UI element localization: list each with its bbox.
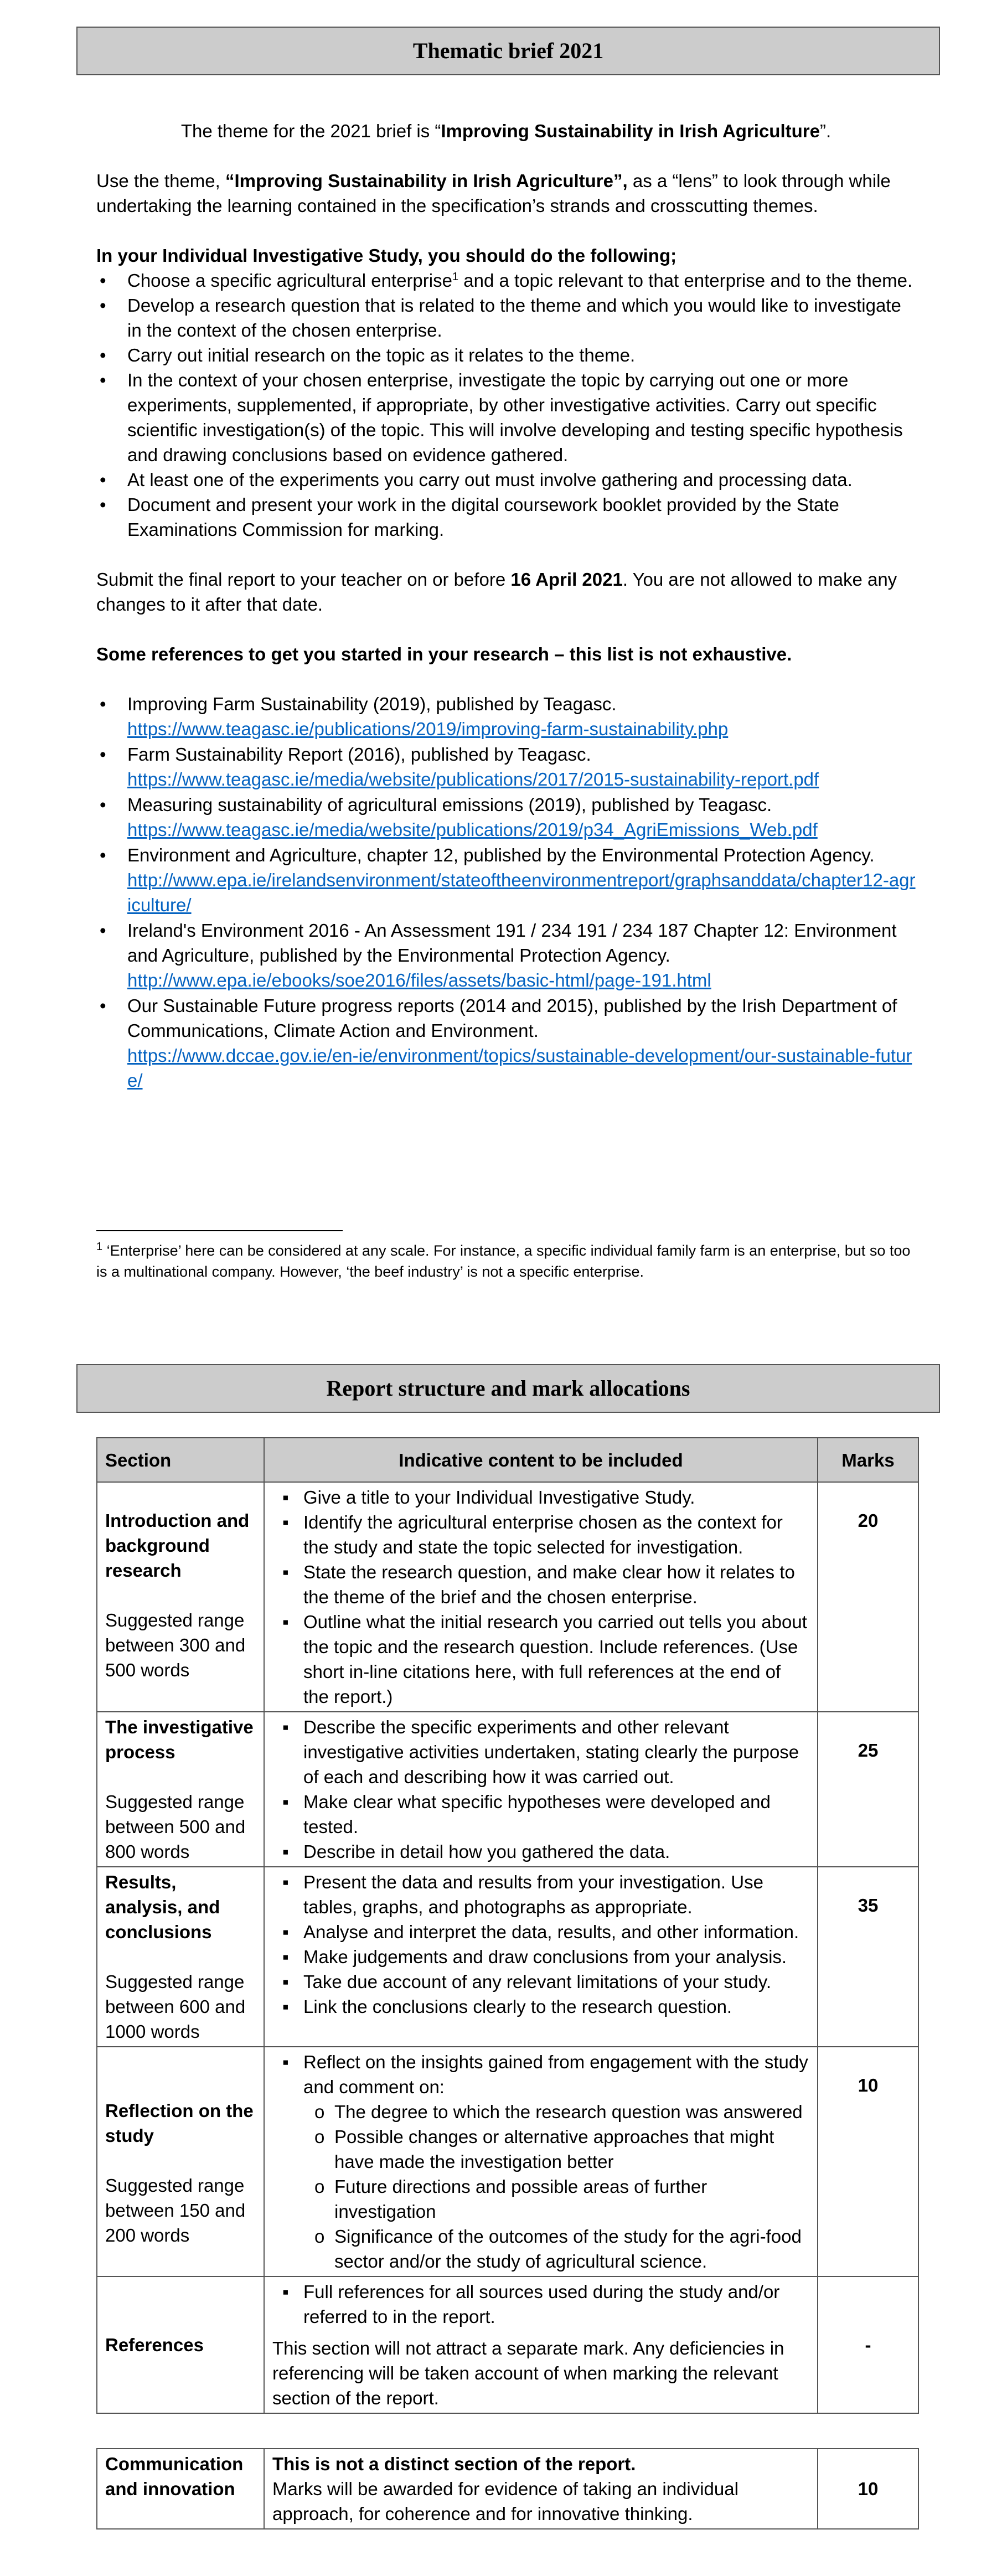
content-item: ▪ Take due account of any relevant limitations of your study. <box>272 1969 809 1994</box>
content-cell <box>264 1867 818 2047</box>
header-content: Indicative content to be included <box>264 1438 818 1482</box>
instruction-item: • Carry out initial research on the topic as it relates to the theme. <box>96 343 916 368</box>
reference-link[interactable]: https://www.teagasc.ie/media/website/publications/2017/2015-sustainability-report.pdf <box>127 769 819 789</box>
submission-note: Submit the final report to your teacher on or before 16 April 2021. You are not allowed to make any changes to it after that date. <box>96 569 897 615</box>
content-cell <box>264 2276 818 2413</box>
content-item: ▪ Describe the specific experiments and other relevant investigative activities undertaken, stating clearly the purpose of each and describing how it was carried out. <box>272 1715 809 1789</box>
reference-link[interactable]: https://www.teagasc.ie/media/website/publications/2019/p34_AgriEmissions_Web.pdf <box>127 819 818 840</box>
sub-item: o The degree to which the research question was answered <box>303 2099 809 2124</box>
references-note: This section will not attract a separate mark. Any deficiencies in referencing will be taken account of when marking the relevant section of the report. <box>272 2338 784 2408</box>
content-cell: This is not a distinct section of the report. Marks will be awarded for evidence of taking an individual approach, for coherence and for innovative thinking. <box>264 2449 818 2529</box>
instruction-item: • In the context of your chosen enterprise, investigate the topic by carrying out one or more experiments, supplemented, if appropriate, by other investigative activities. Carry out specific scientific investigation(s) of the topic. This will involve developing and testing specific hypothesis and drawing conclusions based on evidence gathered. <box>96 368 916 467</box>
table-header-row <box>97 1438 918 1482</box>
marks-cell: 10 <box>818 2449 918 2529</box>
instruction-item: • Choose a specific agricultural enterprise$^1$ and a topic relevant to that enterprise and to the theme. <box>96 268 916 293</box>
reference-item: • Ireland's Environment 2016 - An Assessment 191 / 234 191 / 234 187 Chapter 12: Environment and Agriculture, published by the Environmental Protection Agency. http://www.epa.ie/ebooks/soe2016/files/assets/basic-html/page-191.html <box>96 918 916 993</box>
reference-item: • Our Sustainable Future progress reports (2014 and 2015), published by the Irish Department of Communications, Climate Action and Environment. https://www.dccae.gov.ie/en-ie/environment/topics/sustainable-development/our-sustainable-future/ <box>96 993 916 1093</box>
section-cell: Introduction and background research Suggested range between 300 and 500 words <box>97 1482 264 1712</box>
reference-item: • Farm Sustainability Report (2016), published by Teagasc. https://www.teagasc.ie/media/website/publications/2017/2015-sustainability-report.pdf <box>96 742 916 792</box>
content-cell <box>264 2047 818 2276</box>
content-item: ▪ Make clear what specific hypotheses were developed and tested. <box>272 1789 809 1839</box>
marks-cell: 25 <box>818 1712 918 1867</box>
instruction-item: • Develop a research question that is related to the theme and which you would like to investigate in the context of the chosen enterprise. <box>96 293 916 343</box>
section-cell: Results, analysis, and conclusions Suggested range between 600 and 1000 words <box>97 1867 264 2047</box>
content-cell <box>264 1712 818 1867</box>
reference-link[interactable]: http://www.epa.ie/irelandsenvironment/stateoftheenvironmentreport/graphsanddata/chapter12-agriculture/ <box>127 870 916 915</box>
communication-table <box>96 2448 919 2529</box>
table-row <box>97 2047 918 2276</box>
section-cell: References <box>97 2276 264 2413</box>
content-item: ▪ Identify the agricultural enterprise chosen as the context for the study and state the topic selected for investigation. <box>272 1510 809 1560</box>
content-item: ▪ Outline what the initial research you carried out tells you about the topic and the research question. Include references. (Use short in-line citations here, with full references at the end of the report.) <box>272 1609 809 1709</box>
footnote: $^1$ ‘Enterprise’ here can be considered at any scale. For instance, a specific individual family farm is an enterprise, but so too is a multinational company. However, ‘the beef industry’ is not a specific enterprise. <box>96 1241 911 1280</box>
header-section: Section <box>97 1438 264 1482</box>
table-row <box>97 1867 918 2047</box>
content-item: ▪ Present the data and results from your investigation. Use tables, graphs, and photographs as appropriate. <box>272 1870 809 1919</box>
reference-item: • Measuring sustainability of agricultural emissions (2019), published by Teagasc. https://www.teagasc.ie/media/website/publications/2019/p34_AgriEmissions_Web.pdf <box>96 792 916 842</box>
marks-cell: 20 <box>818 1482 918 1712</box>
footnote-mark: 1 <box>452 271 459 283</box>
submission-date: 16 April 2021 <box>510 569 623 590</box>
section-cell: Communication and innovation <box>97 2449 264 2529</box>
references-list <box>96 691 916 1093</box>
theme-intro: The theme for the 2021 brief is “Improving Sustainability in Irish Agriculture”. <box>180 121 832 141</box>
content-cell <box>264 1482 818 1712</box>
table-row <box>97 1482 918 1712</box>
theme-usage: Use the theme, “Improving Sustainability in Irish Agriculture”, as a “lens” to look through while undertaking the learning contained in the specification’s strands and crosscutting themes. <box>96 171 891 216</box>
reference-link[interactable]: https://www.dccae.gov.ie/en-ie/environment/topics/sustainable-development/our-sustainable-future/ <box>127 1045 912 1091</box>
content-item: ▪ Reflect on the insights gained from engagement with the study and comment on: o The degree to which the research question was answered o Possible changes or alternative approaches that might have made the investigation better o Future directions and possible areas of further investigation o Significance of the outcomes of the study for the agri-food sector and/or the study of agricultural science. <box>272 2050 809 2274</box>
theme-name: Improving Sustainability in Irish Agriculture <box>441 121 820 141</box>
content-item: ▪ Analyse and interpret the data, results, and other information. <box>272 1919 809 1944</box>
sub-item: o Future directions and possible areas of further investigation <box>303 2174 809 2224</box>
table-row <box>97 1712 918 1867</box>
reference-item: • Environment and Agriculture, chapter 12, published by the Environmental Protection Agency. http://www.epa.ie/irelandsenvironment/stateoftheenvironmentreport/graphsanddata/chapter12-agriculture/ <box>96 843 916 917</box>
sub-item: o Possible changes or alternative approaches that might have made the investigation better <box>303 2124 809 2174</box>
instruction-item: • Document and present your work in the digital coursework booklet provided by the State Examinations Commission for marking. <box>96 492 916 542</box>
reference-link[interactable]: http://www.epa.ie/ebooks/soe2016/files/assets/basic-html/page-191.html <box>127 970 711 990</box>
section-cell: The investigative process Suggested range between 500 and 800 words <box>97 1712 264 1867</box>
mark-allocation-table <box>96 1437 919 2414</box>
section-cell: Reflection on the study Suggested range between 150 and 200 words <box>97 2047 264 2276</box>
table-row <box>97 2449 918 2529</box>
brief-body <box>96 118 916 1093</box>
content-item: ▪ Link the conclusions clearly to the research question. <box>272 1994 809 2019</box>
marks-cell: 35 <box>818 1867 918 2047</box>
content-item: ▪ Describe in detail how you gathered the data. <box>272 1839 809 1864</box>
instructions-heading: In your Individual Investigative Study, you should do the following; <box>96 245 677 266</box>
content-item: ▪ Full references for all sources used during the study and/or referred to in the report. <box>272 2279 809 2329</box>
sub-item: o Significance of the outcomes of the study for the agri-food sector and/or the study of agricultural science. <box>303 2224 809 2274</box>
content-item: ▪ Give a title to your Individual Investigative Study. <box>272 1485 809 1510</box>
marks-cell: 10 <box>818 2047 918 2276</box>
instruction-item: • At least one of the experiments you carry out must involve gathering and processing data. <box>96 467 916 492</box>
marks-cell: - <box>818 2276 918 2413</box>
table-row <box>97 2276 918 2413</box>
report-heading: Report structure and mark allocations <box>76 1364 940 1413</box>
reference-link[interactable]: https://www.teagasc.ie/publications/2019/improving-farm-sustainability.php <box>127 719 729 739</box>
header-marks: Marks <box>818 1438 918 1482</box>
instructions-list <box>96 268 916 542</box>
content-item: ▪ State the research question, and make clear how it relates to the theme of the brief and the chosen enterprise. <box>272 1560 809 1609</box>
reference-item: • Improving Farm Sustainability (2019), published by Teagasc. https://www.teagasc.ie/publications/2019/improving-farm-sustainability.php <box>96 691 916 741</box>
footnote-divider <box>96 1230 343 1231</box>
content-item: ▪ Make judgements and draw conclusions from your analysis. <box>272 1944 809 1969</box>
brief-heading: Thematic brief 2021 <box>76 27 940 75</box>
references-heading: Some references to get you started in your research – this list is not exhaustive. <box>96 644 792 664</box>
